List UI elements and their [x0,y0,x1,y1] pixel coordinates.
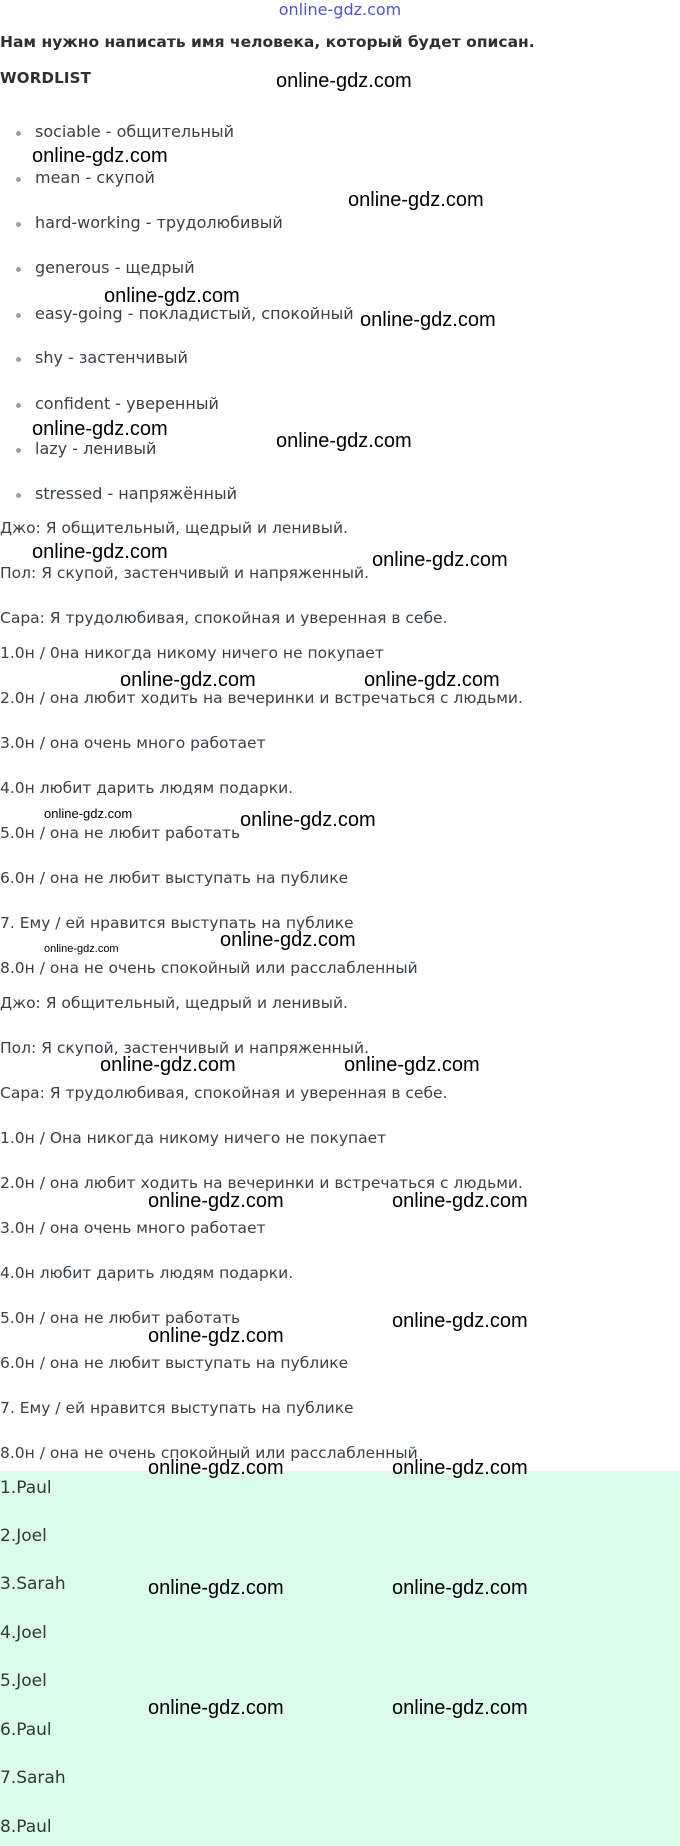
text-line: 3.0н / она очень много работает [0,1219,266,1237]
answer-item: 2.Joel [0,1526,47,1546]
page-heading: Нам нужно написать имя человека, который будет описан. [0,33,535,51]
bullet-icon [16,177,21,182]
text-line: 3.0н / она очень много работает [0,734,266,752]
bullet-icon [16,131,21,136]
text-line: Джо: Я общительный, щедрый и ленивый. [0,994,348,1012]
answer-item: 6.Paul [0,1720,52,1740]
watermark: online-gdz.com [372,549,508,571]
text-line: Сара: Я трудолюбивая, спокойная и уверенная в себе. [0,609,448,627]
text-line: Сара: Я трудолюбивая, спокойная и уверенная в себе. [0,1084,448,1102]
bullet-icon [16,267,21,272]
watermark: online-gdz.com [100,1054,236,1076]
bullet-icon [16,357,21,362]
watermark: online-gdz.com [148,1190,284,1212]
watermark: online-gdz.com [392,1577,528,1599]
watermark: online-gdz.com [360,309,496,331]
text-line: 5.0н / она не любит работать [0,1309,241,1327]
text-line: 4.0н любит дарить людям подарки. [0,1264,294,1282]
list-item: easy-going - покладистый, спокойный [35,304,354,323]
watermark: online-gdz.com [32,541,168,563]
answer-item: 5.Joel [0,1671,47,1691]
watermark: online-gdz.com [148,1457,284,1479]
watermark: online-gdz.com [32,145,168,167]
watermark: online-gdz.com [148,1577,284,1599]
bullet-icon [16,493,21,498]
text-line: Джо: Я общительный, щедрый и ленивый. [0,519,348,537]
bullet-icon [16,403,21,408]
bullet-icon [16,448,21,453]
watermark: online-gdz.com [392,1310,528,1332]
watermark: online-gdz.com [364,669,500,691]
answer-item: 3.Sarah [0,1574,66,1594]
text-line: 8.0н / она не очень спокойный или расслабленный [0,959,418,977]
text-line: 4.0н любит дарить людям подарки. [0,779,294,797]
watermark: online-gdz.com [392,1190,528,1212]
watermark: online-gdz.com [104,285,240,307]
watermark: online-gdz.com [120,669,256,691]
watermark: online-gdz.com [44,943,119,955]
bullet-icon [16,313,21,318]
text-line: 2.0н / она любит ходить на вечеринки и встречаться с людьми. [0,1174,523,1192]
answer-item: 4.Joel [0,1623,47,1643]
watermark: online-gdz.com [148,1325,284,1347]
text-line: 7. Ему / ей нравится выступать на публике [0,914,354,932]
site-watermark-top: online-gdz.com [278,0,402,19]
text-line: Пол: Я скупой, застенчивый и напряженный. [0,1039,369,1057]
watermark: online-gdz.com [392,1457,528,1479]
text-line: 6.0н / она не любит выступать на публике [0,869,349,887]
list-item: mean - скупой [35,168,155,187]
list-item: generous - щедрый [35,258,195,277]
bullet-icon [16,222,21,227]
wordlist-title: WORDLIST [0,69,92,87]
list-item: shy - застенчивый [35,348,188,367]
watermark: online-gdz.com [220,929,356,951]
text-line: 8.0н / она не очень спокойный или расслабленный [0,1444,418,1462]
text-line: 1.0н / Она никогда никому ничего не покупает [0,1129,387,1147]
answer-item: 1.Paul [0,1478,52,1498]
watermark: online-gdz.com [276,70,412,92]
text-line: 1.0н / 0на никогда никому ничего не покупает [0,644,384,662]
answers-panel [0,1471,680,1846]
text-line: 5.0н / она не любит работать [0,824,241,842]
answer-item: 8.Paul [0,1817,52,1837]
watermark: online-gdz.com [348,189,484,211]
watermark: online-gdz.com [32,418,168,440]
list-item: hard-working - трудолюбивый [35,213,283,232]
watermark: online-gdz.com [44,806,133,821]
watermark: online-gdz.com [148,1697,284,1719]
watermark: online-gdz.com [276,430,412,452]
list-item: stressed - напряжённый [35,484,238,503]
text-line: 7. Ему / ей нравится выступать на публике [0,1399,354,1417]
watermark: online-gdz.com [240,809,376,831]
watermark: online-gdz.com [344,1054,480,1076]
list-item: sociable - общительный [35,122,234,141]
text-line: Пол: Я скупой, застенчивый и напряженный. [0,564,369,582]
text-line: 6.0н / она не любит выступать на публике [0,1354,349,1372]
list-item: confident - уверенный [35,394,219,413]
watermark: online-gdz.com [392,1697,528,1719]
answer-item: 7.Sarah [0,1768,66,1788]
list-item: lazy - ленивый [35,439,157,458]
text-line: 2.0н / она любит ходить на вечеринки и встречаться с людьми. [0,689,523,707]
